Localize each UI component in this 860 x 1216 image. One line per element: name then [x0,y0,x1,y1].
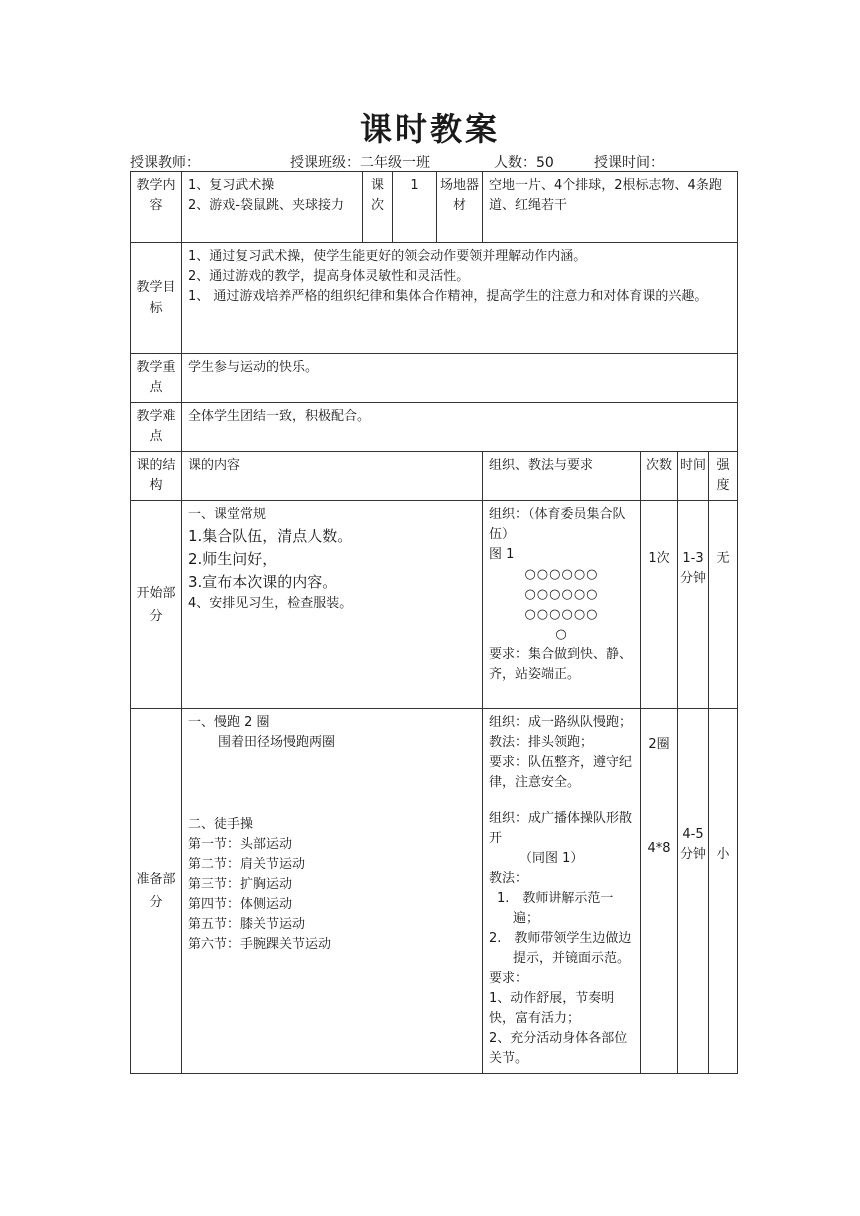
exercise-section: 第六节：手腕踝关节运动 [188,937,332,952]
exercise-section: 第五节：膝关节运动 [188,917,306,932]
prep-org2: 组织：成广播体操队形散开 [489,811,633,846]
row-content [131,172,738,243]
header-structure: 课的结构 [131,452,182,501]
header-method: 组织、教法与要求 [483,452,641,501]
start-content-head: 一、课堂常规 [188,507,267,522]
header-content: 课的内容 [182,452,483,501]
student-count: 人数：50 [494,155,554,171]
formation-teacher: ○ [555,627,568,642]
exercise-section: 第三节：扩胸运动 [188,877,293,892]
row-goals [131,243,738,354]
prep-req2-head: 要求： [489,971,529,986]
row-difficulty [131,403,738,452]
prep-duration-cell [678,709,709,1074]
prep-times-exercise: 4*8 [647,841,671,856]
content-item: 1、复习武术操 [188,178,275,193]
header-intensity: 强度 [709,452,738,501]
prep-intensity: 小 [716,847,730,862]
content-item: 2、游戏-袋鼠跳、夹球接力 [188,198,344,213]
exercise-section: 第一节：头部运动 [188,837,293,852]
prep-method2-item: 1. 教师讲解示范一遍； [497,891,614,926]
content-cell [182,172,363,243]
start-method [483,501,641,709]
prep-org1: 组织：成一路纵队慢跑； [489,715,633,730]
prep-intensity-cell [709,709,738,1074]
page-title: 课时教案 [359,110,500,148]
start-times: 1次 [641,501,678,709]
key-text: 学生参与运动的快乐。 [182,354,738,403]
formation-row: ○○○○○○ [524,607,599,622]
goal-item: 1、 通过游戏培养严格的组织纪律和集体合作精神，提高学生的注意力和对体育课的兴趣。 [188,289,708,304]
prep-content [182,709,483,1074]
formation-row: ○○○○○○ [524,587,599,602]
lesson-info-bar [130,152,740,172]
start-org: 组织：（体育委员集合队伍） [489,507,626,542]
start-duration: 1-3分钟 [678,501,709,709]
teacher-label: 授课教师： [130,155,200,171]
row-start [131,501,738,709]
row-key [131,354,738,403]
header-times: 次数 [641,452,678,501]
difficulty-label: 教学难点 [131,403,182,452]
difficulty-text: 全体学生团结一致，积极配合。 [182,403,738,452]
formation-row: ○○○○○○ [524,567,599,582]
prep-times-cell [641,709,678,1074]
header-duration: 时间 [678,452,709,501]
venue-label: 场地器材 [437,172,483,243]
prep-method [483,709,641,1074]
row-header [131,452,738,501]
lesson-label: 课次 [363,172,393,243]
run-detail: 围着田径场慢跑两圈 [218,735,336,750]
start-content-item: 3.宣布本次课的内容。 [188,573,338,591]
prep-method1: 教法：排头领跑； [489,735,594,750]
class-label: 授课班级：二年级一班 [290,155,430,171]
start-label: 开始部分 [131,501,182,709]
venue-value: 空地一片、4个排球，2根标志物、4条跑道、红绳若干 [483,172,738,243]
row-prep [131,709,738,1074]
content-label: 教学内容 [131,172,182,243]
start-content-item: 4、安排见习生，检查服装。 [188,596,353,611]
run-head: 一、慢跑 2 圈 [188,715,270,730]
exercise-section: 第二节：肩关节运动 [188,857,306,872]
goals-cell [182,243,738,354]
start-content-item: 1.集合队伍，清点人数。 [188,527,353,545]
prep-times-run: 2圈 [648,737,670,752]
exercise-head: 二、徒手操 [188,817,254,832]
prep-duration: 4-5分钟 [680,827,707,862]
start-fig: 图 1 [489,547,515,562]
lesson-value: 1 [393,172,437,243]
goal-item: 2、通过游戏的教学，提高身体灵敏性和灵活性。 [188,269,470,284]
prep-org2b: （同图 1） [519,851,584,866]
start-intensity: 无 [709,501,738,709]
prep-req1: 要求：队伍整齐，遵守纪律，注意安全。 [489,755,633,790]
goals-label: 教学目标 [131,243,182,354]
prep-req2-item: 1、动作舒展，节奏明快，富有活力； [489,991,615,1026]
start-req: 要求：集合做到快、静、齐，站姿端正。 [489,647,633,682]
lesson-plan-table [130,171,738,1074]
start-content [182,501,483,709]
exercise-section: 第四节：体侧运动 [188,897,293,912]
prep-method2-head: 教法： [489,871,529,886]
prep-method2-item: 2. 教师带领学生边做边提示，并镜面示范。 [489,931,632,966]
time-label: 授课时间： [594,155,664,171]
start-content-item: 2.师生问好， [188,550,278,568]
prep-label: 准备部分 [131,709,182,1074]
goal-item: 1、通过复习武术操，使学生能更好的领会动作要领并理解动作内涵。 [188,249,587,264]
prep-req2-item: 2、充分活动身体各部位关节。 [489,1031,628,1066]
key-label: 教学重点 [131,354,182,403]
